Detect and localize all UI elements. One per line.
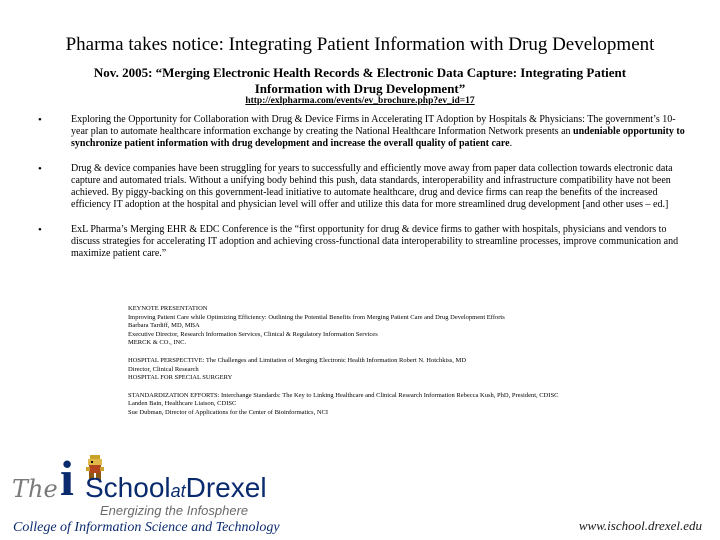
logo-drexel: Drexel	[185, 472, 267, 503]
detail-line: Sue Dubman, Director of Applications for the Center of Bioinformatics, NCI	[128, 408, 329, 416]
logo-wordmark	[85, 472, 267, 504]
detail-line: HOSPITAL FOR SPECIAL SURGERY	[128, 374, 233, 382]
detail-line: KEYNOTE PRESENTATION	[128, 305, 208, 312]
bullet-text	[71, 114, 688, 150]
bullet-text-part: Exploring the Opportunity for Collaboration with Drug & Device Firms in Accelerating IT Adoption by Hospitals & Physicians: The government’s 10-year plan to automate healthcare information exchange by creating the National Healthcare Information Network presents an	[71, 114, 676, 137]
hospital-section	[128, 357, 688, 383]
bullet-text: ExL Pharma’s Merging EHR & EDC Conference is the “first opportunity for drug & device firms to gather with hospitals, physicians and vendors to discuss strategies for accelerating IT adoption and achieving cross-functional data interoperability to streamline processes, improve communication and maximize patient care.”	[71, 224, 679, 259]
detail-line: Executive Director, Research Information Services, Clinical & Regulatory Information Services	[128, 330, 378, 338]
college-name: College of Information Science and Technology	[13, 520, 280, 535]
logo-school: School	[85, 472, 171, 503]
detail-line: Landen Bain, Healthcare Liaison, CDISC	[128, 400, 237, 408]
detail-line: Barbara Tardiff, MD, MBA	[128, 322, 200, 330]
bullet-icon: •	[38, 114, 42, 126]
bullet-list	[38, 114, 688, 273]
detail-line: Director, Clinical Research	[128, 365, 199, 373]
website-link[interactable]: www.ischool.drexel.edu	[578, 518, 702, 533]
bullet-text-part: .	[509, 138, 513, 149]
bullet-text: Drug & device companies have been struggling for years to successfully and efficiently move away from paper data collection towards electronic data capture and automated trials. Without a unifying body behind this push, data standards, interoperability and infrastructure compatibility have not been achieved. By piggy-backing on this government-lead initiative to automate healthcare, drug and device firms can reap the benefits of the increased efficiency IT adoption at the hospital and physician level will offer and utilize this data for more streamlined drug development [and other uses – ed.]	[71, 163, 673, 210]
bullet-text-emphasis: undeniable opportunity to synchronize patient information with drug development and increase the overall quality of patient care	[71, 126, 685, 149]
logo-i: i	[60, 450, 74, 506]
conference-subtitle: Nov. 2005: “Merging Electronic Health Records & Electronic Data Capture: Integrating Patient Information with Drug Development”	[93, 65, 627, 96]
logo-the: The	[12, 475, 58, 503]
slide-title: Pharma takes notice: Integrating Patient Information with Drug Development	[65, 34, 655, 55]
standardization-section	[128, 392, 688, 418]
detail-line: STANDARDIZATION EFFORTS: Interchange Standards: The Key to Linking Healthcare and Clinical Research Information Rebecca Kush, PhD, President, CDISC	[128, 391, 559, 399]
keynote-section	[128, 305, 688, 348]
bullet-icon: •	[38, 224, 42, 236]
detail-line: HOSPITAL PERSPECTIVE: The Challenges and Limitation of Merging Electronic Health Information Robert N. Hotchkiss, MD	[128, 356, 467, 364]
bullet-item	[38, 224, 688, 260]
detail-line: Improving Patient Care while Optimizing Efficiency: Outlining the Potential Benefits from Merging Patient Care and Drug Development Efforts	[128, 313, 505, 321]
detail-line: MERCK & CO., INC.	[128, 339, 187, 347]
logo-at: at	[170, 481, 186, 501]
logo-tagline: Energizing the Infosphere	[100, 503, 249, 518]
bullet-icon: •	[38, 163, 42, 175]
bullet-item	[38, 114, 688, 150]
speaker-details	[128, 305, 688, 427]
brochure-link[interactable]: http://exlpharma.com/events/ev_brochure.php?ev_id=17	[245, 96, 475, 106]
footer-branding	[0, 450, 720, 540]
bullet-item	[38, 163, 688, 211]
